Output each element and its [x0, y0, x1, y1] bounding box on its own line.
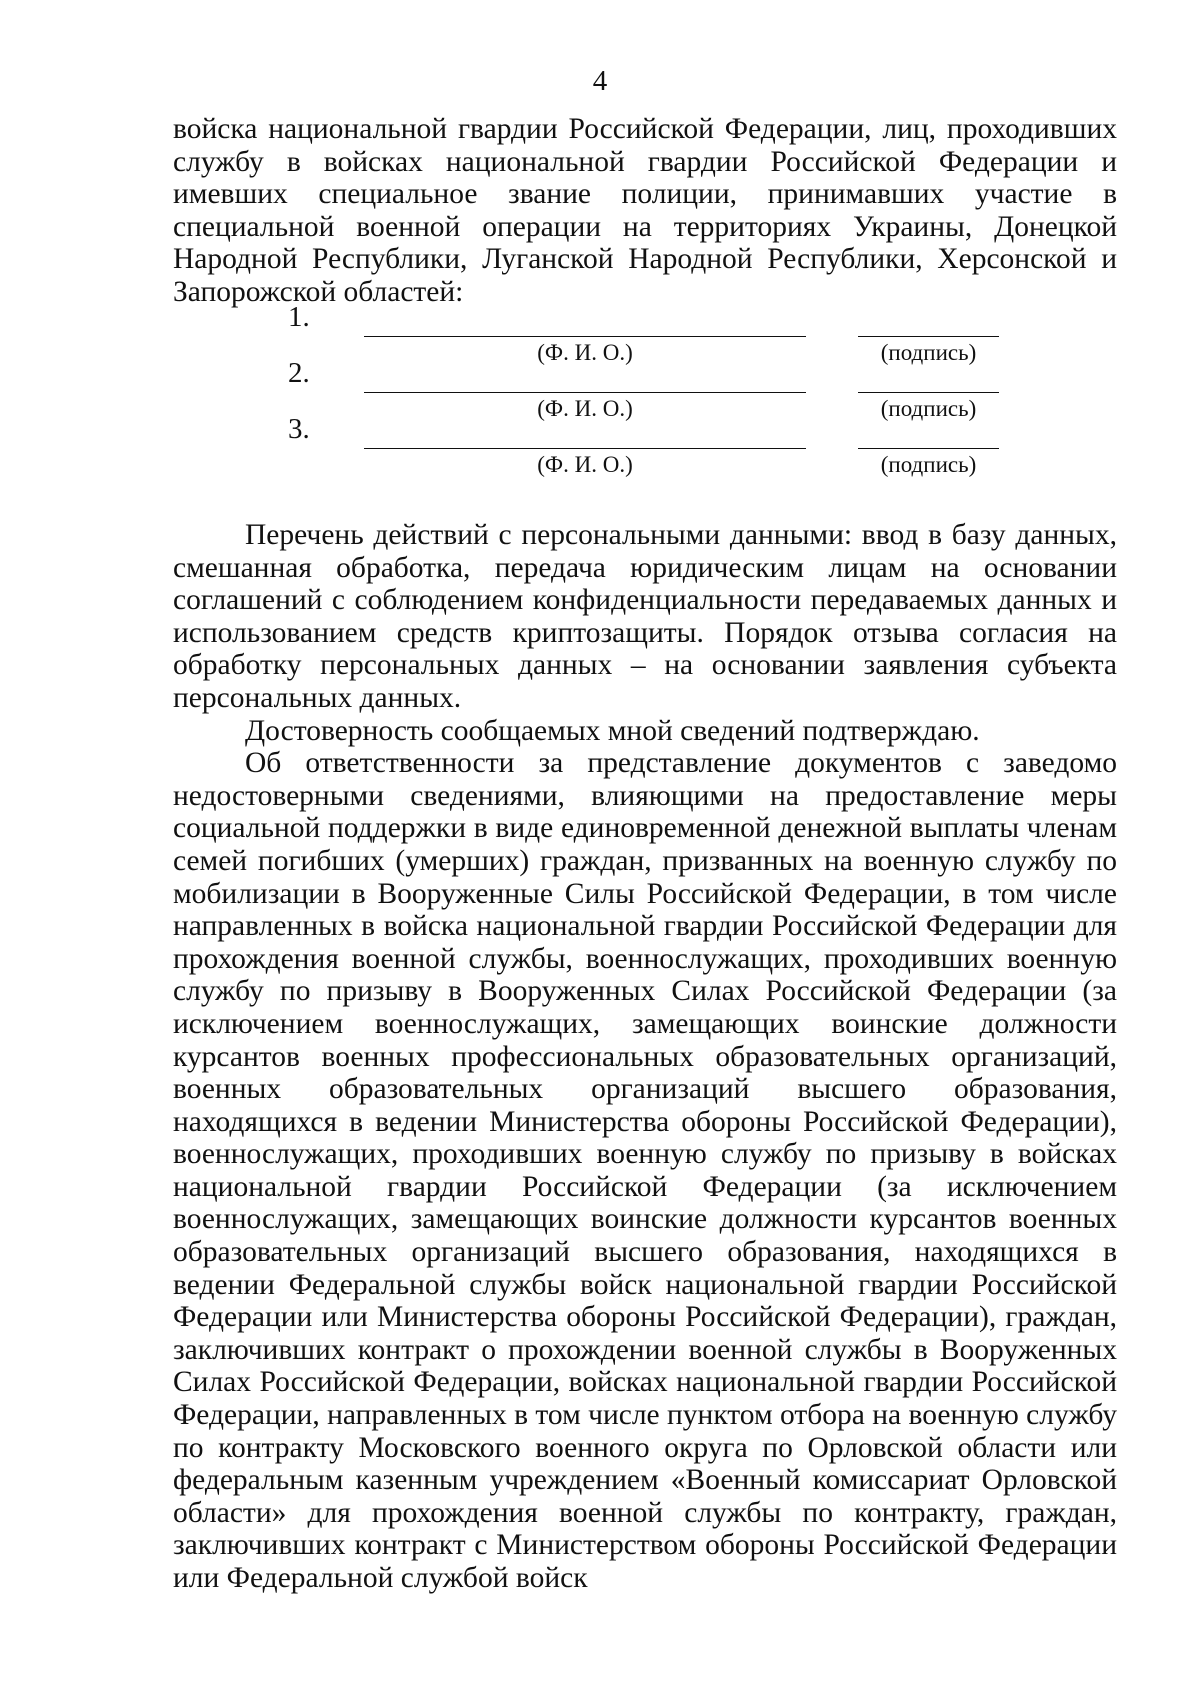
- signature-caption: (подпись): [880, 340, 977, 365]
- signature-number: 2.: [288, 357, 310, 389]
- intro-paragraph: войска национальной гвардии Российской Федерации, лиц, проходивших службу в войсках национальной гвардии Российской Федерации и имевших специальное звание полиции, принимавших участие в специальной военной операции на территориях Украины, Донецкой Народной Республики, Луганской Народной Республики, Херсонской и Запорожской областей:: [173, 113, 1117, 308]
- signature-number: 1.: [288, 301, 310, 333]
- confirmation-paragraph: Достоверность сообщаемых мной сведений подтверждаю.: [245, 714, 980, 747]
- signature-line: [858, 392, 999, 393]
- signature-row-1: [0, 300, 1200, 365]
- responsibility-paragraph: Об ответственности за представление документов с заведомо недостоверными сведениями, влияющими на предоставление меры социальной поддержки в виде единовременной денежной выплаты членам семей погибших (умерших) граждан, призванных на военную службу по мобилизации в Вооруженные Силы Российской Федерации, в том числе направленных в войска национальной гвардии Российской Федерации для прохождения военной службы, военнослужащих, проходивших военную службу по призыву в Вооруженных Силах Российской Федерации (за исключением военнослужащих, замещающих воинские должности курсантов военных профессиональных образовательных организаций, военных образовательных организаций высшего образования, находящихся в ведении Министерства обороны Российской Федерации), военнослужащих, проходивших военную службу по призыву в войсках национальной гвардии Российской Федерации (за исключением военнослужащих, замещающих воинские должности курсантов военных образовательных организаций высшего образования, находящихся в ведении Федеральной службы войск национальной гвардии Российской Федерации или Министерства обороны Российской Федерации), граждан, заключивших контракт о прохождении военной службы в Вооруженных Силах Российской Федерации, войсках национальной гвардии Российской Федерации, направленных в том числе пунктом отбора на военную службу по контракту Московского военного округа по Орловской области или федеральным казенным учреждением «Военный комиссариат Орловской области» для прохождения военной службы по контракту, граждан, заключивших контракт с Министерством обороны Российской Федерации или Федеральной службой войск: [173, 747, 1117, 1594]
- fio-caption: (Ф. И. О.): [537, 396, 633, 421]
- personal-data-paragraph: Перечень действий с персональными данными: ввод в базу данных, смешанная обработка, передача юридическим лицам на основании соглашений с соблюдением конфиденциальности передаваемых данных и использованием средств криптозащиты. Порядок отзыва согласия на обработку персональных данных – на основании заявления субъекта персональных данных.: [173, 519, 1117, 714]
- body-text-block: [173, 519, 1117, 1595]
- signature-list: [0, 300, 1200, 490]
- intro-text-block: [173, 113, 1117, 309]
- fio-caption: (Ф. И. О.): [537, 452, 633, 477]
- signature-row-3: [0, 412, 1200, 477]
- signature-row-2: [0, 356, 1200, 421]
- fio-line: [364, 336, 806, 337]
- signature-line: [858, 448, 999, 449]
- fio-caption: (Ф. И. О.): [537, 340, 633, 365]
- signature-line: [858, 336, 999, 337]
- signature-caption: (подпись): [880, 452, 977, 477]
- fio-line: [364, 448, 806, 449]
- signature-caption: (подпись): [880, 396, 977, 421]
- fio-line: [364, 392, 806, 393]
- page-number: 4: [592, 65, 608, 97]
- signature-number: 3.: [288, 413, 310, 445]
